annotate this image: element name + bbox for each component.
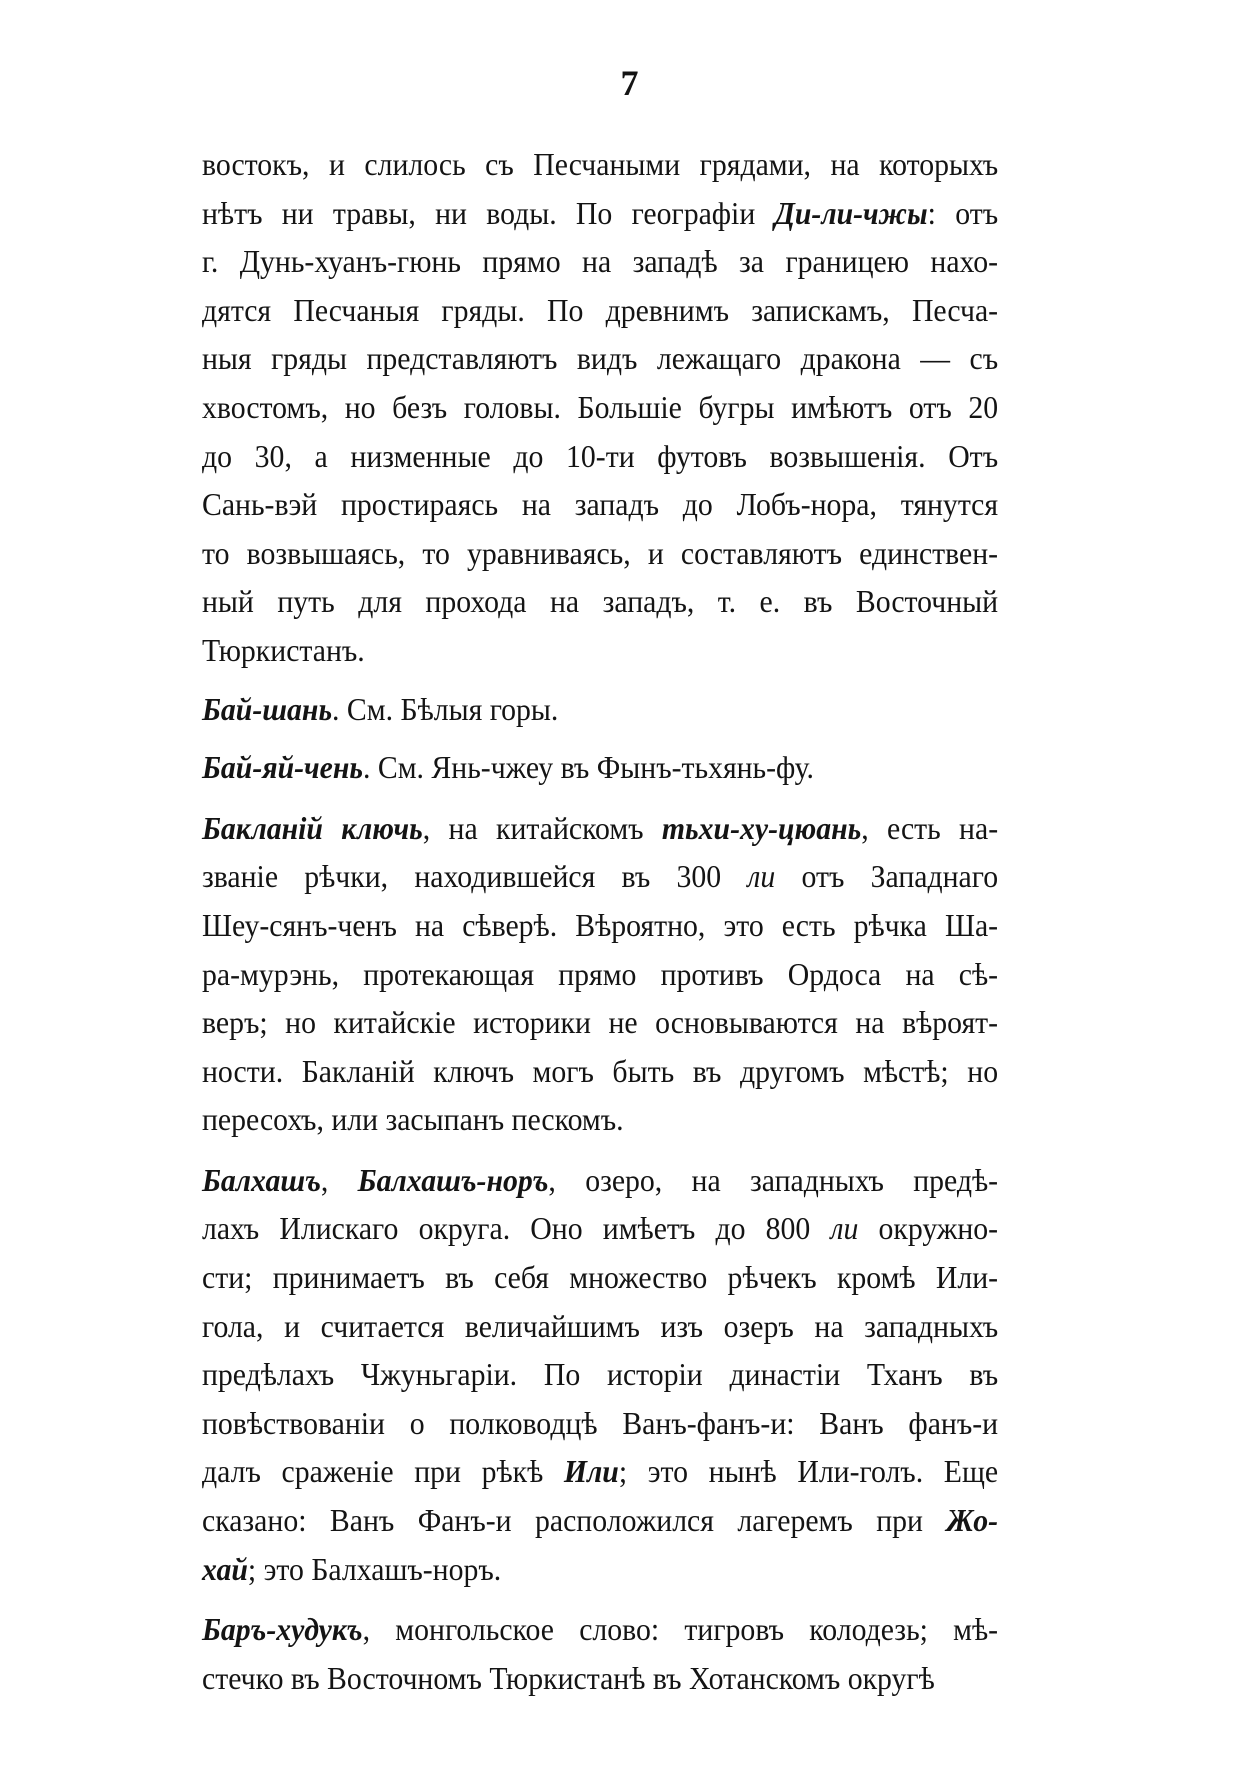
text-line [202,140,998,189]
italic-term: Ди-ли-чжы [774,194,928,231]
text-line [202,626,998,675]
italic-term: тьхи-ху-цюань [661,809,862,846]
italic-term: Балхашъ-норъ [357,1161,549,1198]
text-line [202,1350,998,1399]
text-run: ра-мурэнь, протекающая прямо противъ Ордоса на сѣ- [202,955,999,992]
text-run: званіе рѣчки, находившейся въ 300 [202,858,748,895]
text-run: сказано: Ванъ Фанъ-и расположился лагеремъ при [202,1502,947,1539]
text-run: . См. Янь-чжеу въ Фынъ-тьхянь-фу. [362,749,814,786]
text-run: гола, и считается величайшимъ изъ озеръ на западныхъ [202,1307,999,1344]
text-run: дятся Песчаныя гряды. По древнимъ запискамъ, Песча- [202,291,999,328]
italic-term: Балхашъ [202,1161,321,1198]
paragraph-p3 [202,743,998,792]
text-run: до 30, а низменные до 10-ти футовъ возвышенія. Отъ [202,437,999,474]
text-line [202,480,998,529]
italic-unit: ли [830,1210,859,1247]
text-run: ; это Балхашъ-норъ. [247,1550,502,1587]
italic-term: хай [202,1550,248,1587]
text-run: веръ; но китайскіе историки не основываются на вѣроят- [202,1004,999,1041]
text-run: окружно- [858,1210,999,1247]
text-line [202,743,998,792]
text-line [202,998,998,1047]
text-column [202,140,998,1702]
paragraph-p1 [202,140,998,675]
text-line [202,432,998,481]
text-run: хвостомъ, но безъ головы. Большіе бугры имѣютъ отъ 20 [202,388,999,425]
text-run: . См. Бѣлыя горы. [332,690,559,727]
text-run: : отъ [927,194,999,231]
text-line [202,804,998,853]
text-run: , на китайскомъ [422,809,662,846]
text-run: ; это нынѣ Или-голъ. Еще [618,1453,999,1490]
text-run: нѣтъ ни травы, ни воды. По географіи [202,194,775,231]
text-run: ныя гряды представляютъ видъ лежащаго дракона — съ [202,340,999,377]
text-run: , монгольское слово: тигровъ колодезь; мѣ- [362,1611,999,1648]
text-line [202,529,998,578]
text-run: то возвышаясь, то уравниваясь, и составляютъ единствен- [202,534,999,571]
text-line [202,1302,998,1351]
text-line [202,1399,998,1448]
text-line [202,1545,998,1594]
text-run: пересохъ, или засыпанъ пескомъ. [202,1101,624,1138]
text-run: Сань-вэй простираясь на западъ до Лобъ-нора, тянутся [202,486,999,523]
italic-term: Баръ-худукъ [202,1611,363,1648]
text-line [202,1204,998,1253]
italic-unit: ли [747,858,776,895]
text-line [202,1447,998,1496]
text-run: Шеу-сянъ-ченъ на сѣверѣ. Вѣроятно, это есть рѣчка Ша- [202,906,999,943]
text-line [202,852,998,901]
text-run: г. Дунь-хуанъ-гюнь прямо на западѣ за границею нахо- [202,243,999,280]
italic-term: Бакланій ключь [202,809,423,846]
text-line [202,577,998,626]
paragraph-p6 [202,1605,998,1702]
text-run: отъ Западнаго [775,858,999,895]
italic-term: Бай-яй-чень [202,749,363,786]
text-run: повѣствованіи о полководцѣ Ванъ-фанъ-и: Ванъ фанъ-и [202,1404,999,1441]
text-line [202,1095,998,1144]
text-line [202,901,998,950]
paragraph-p4 [202,804,998,1144]
text-run: далъ сраженіе при рѣкѣ [202,1453,564,1490]
paragraph-p2 [202,685,998,734]
text-line [202,237,998,286]
text-line [202,286,998,335]
text-run: ный путь для прохода на западъ, т. е. въ Восточный [202,583,999,620]
text-run: сти; принимаетъ въ себя множество рѣчекъ кромѣ Или- [202,1259,999,1296]
text-line [202,1605,998,1654]
italic-term: Или [563,1453,619,1490]
text-run: , озеро, на западныхъ предѣ- [548,1161,999,1198]
text-line [202,334,998,383]
text-line [202,189,998,238]
text-run: предѣлахъ Чжуньгаріи. По исторіи династіи Тханъ въ [202,1356,999,1393]
text-run: ности. Бакланій ключъ могъ быть въ другомъ мѣстѣ; но [202,1052,999,1089]
text-line [202,1156,998,1205]
text-line [202,1654,998,1703]
text-run: стечко въ Восточномъ Тюркистанѣ въ Хотанскомъ округѣ [202,1659,935,1696]
text-line [202,383,998,432]
text-run: лахъ Илискаго округа. Оно имѣетъ до 800 [202,1210,831,1247]
text-line [202,950,998,999]
text-run: , [320,1161,358,1198]
italic-term: Жо- [946,1502,999,1539]
text-line [202,1047,998,1096]
text-run: востокъ, и слилось съ Песчаными грядами, на которыхъ [202,146,999,182]
text-run: Тюркистанъ. [202,631,365,668]
text-run: , есть на- [861,809,999,846]
page-number: 7 [620,63,639,103]
text-line [202,1253,998,1302]
text-line [202,685,998,734]
paragraph-p5 [202,1156,998,1593]
text-line [202,1496,998,1545]
italic-term: Бай-шань [202,690,333,727]
